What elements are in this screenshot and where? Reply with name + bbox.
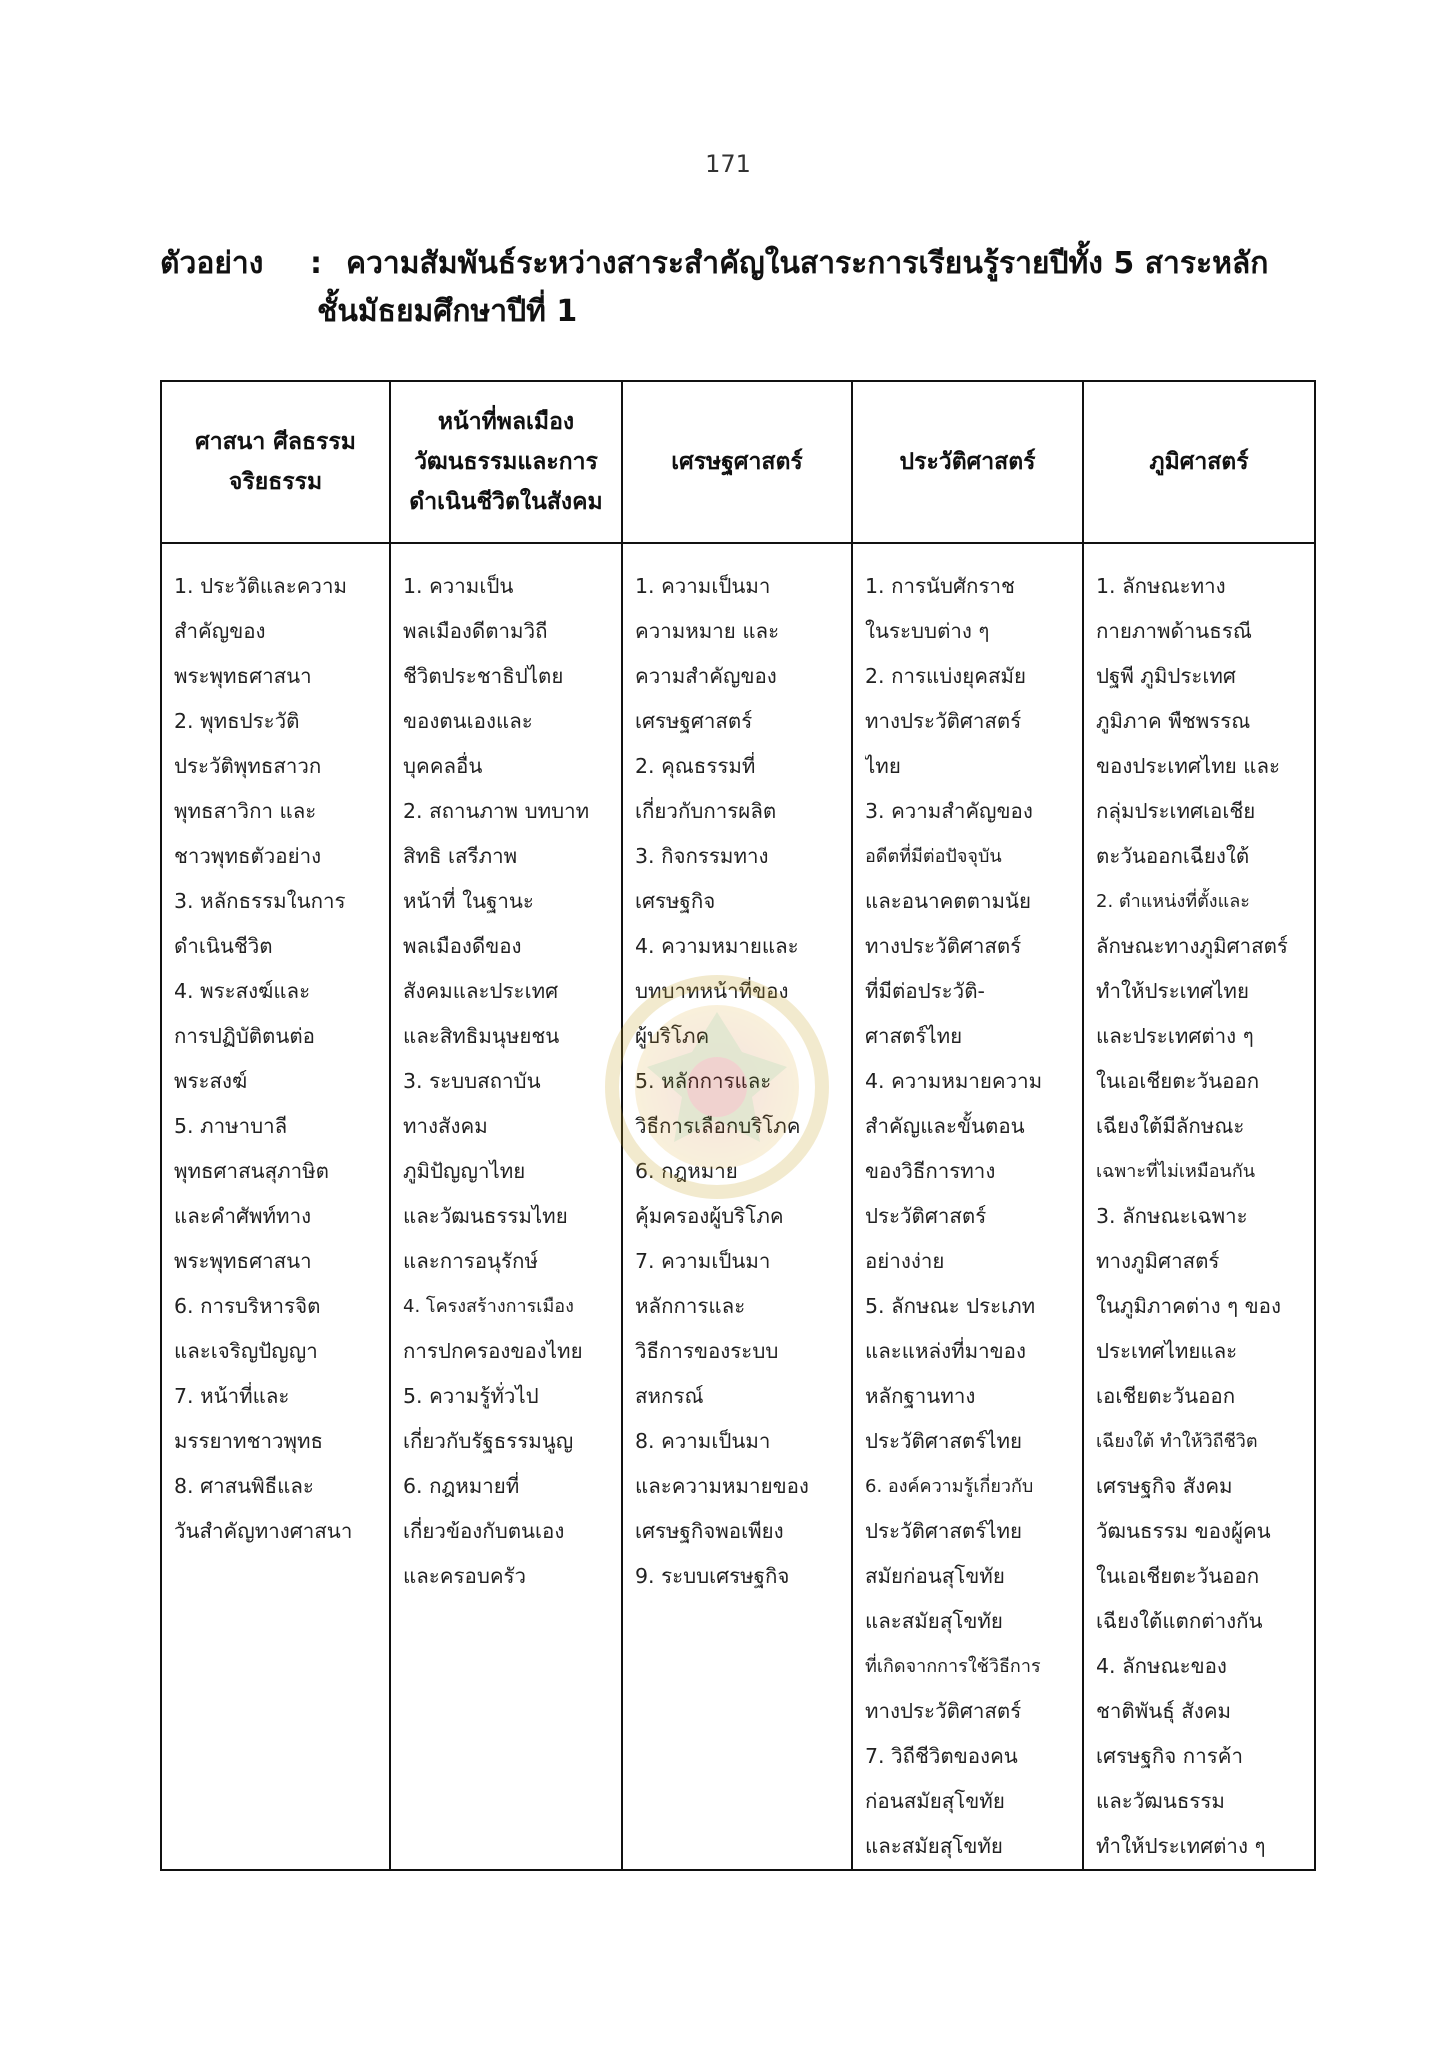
cell-line: ประเทศไทยและ	[1096, 1339, 1238, 1363]
cell-line: 7. ความเป็นมา	[635, 1249, 771, 1273]
cell-line: หลักฐานทาง	[865, 1384, 976, 1408]
cell-line: และสิทธิมนุษยชน	[403, 1024, 560, 1048]
cell-line: สมัยก่อนสุโขทัย	[865, 1564, 1005, 1588]
header-economics	[622, 381, 852, 543]
cell-line: เฉียงใต้ ทำให้วิถีชีวิต	[1096, 1431, 1258, 1452]
cell-line: พุทธสาวิกา และ	[174, 799, 317, 823]
cell-line: เฉียงใต้แตกต่างกัน	[1096, 1609, 1263, 1633]
cell-line: ทางภูมิศาสตร์	[1096, 1249, 1220, 1273]
cell-line: 1. การนับศักราช	[865, 574, 1015, 598]
cell-line: ลักษณะทางภูมิศาสตร์	[1096, 934, 1288, 958]
cell-line: 1. ความเป็นมา	[635, 574, 771, 598]
cell-line: และวัฒนธรรมไทย	[403, 1204, 568, 1228]
header-religion	[161, 381, 390, 543]
header-history	[852, 381, 1083, 543]
cell-line: ทางสังคม	[403, 1114, 488, 1138]
cell-history	[852, 543, 1083, 1870]
cell-line: สหกรณ์	[635, 1384, 704, 1408]
cell-line: 1. ประวัติและความ	[174, 574, 347, 598]
cell-line: สิทธิ เสรีภาพ	[403, 844, 518, 868]
heading-line-1	[160, 240, 1340, 288]
cell-line: 9. ระบบเศรษฐกิจ	[635, 1564, 790, 1588]
header-line: ประวัติศาสตร์	[899, 449, 1036, 475]
cell-line: ดำเนินชีวิต	[174, 934, 273, 958]
header-civics	[390, 381, 622, 543]
cell-line: สำคัญของ	[174, 619, 266, 643]
cell-line: ในระบบต่าง ๆ	[865, 619, 990, 643]
cell-line: การปกครองของไทย	[403, 1339, 583, 1363]
header-geography	[1083, 381, 1315, 543]
header-line: จริยธรรม	[228, 469, 323, 495]
cell-line: 8. ศาสนพิธีและ	[174, 1474, 314, 1498]
cell-civics	[390, 543, 622, 1870]
cell-line: ในเอเชียตะวันออก	[1096, 1564, 1260, 1588]
cell-line: วิธีการของระบบ	[635, 1339, 779, 1363]
cell-line: 3. ความสำคัญของ	[865, 799, 1033, 823]
cell-line: ของวิธีการทาง	[865, 1159, 996, 1183]
cell-line: ทางประวัติศาสตร์	[865, 1699, 1022, 1723]
cell-line: ภูมิปัญญาไทย	[403, 1159, 526, 1183]
cell-line: และการอนุรักษ์	[403, 1249, 538, 1273]
cell-line: 4. พระสงฆ์และ	[174, 979, 311, 1003]
cell-line: 5. หลักการและ	[635, 1069, 772, 1093]
cell-line: ภูมิภาค พืชพรรณ	[1096, 709, 1251, 733]
cell-line: พระพุทธศาสนา	[174, 1249, 312, 1273]
cell-line: ทำให้ประเทศต่าง ๆ	[1096, 1834, 1266, 1858]
cell-line: ปฐพี ภูมิประเทศ	[1096, 664, 1236, 688]
cell-line: พลเมืองดีของ	[403, 934, 522, 958]
cell-line: อดีตที่มีต่อปัจจุบัน	[865, 846, 1002, 867]
cell-line: และวัฒนธรรม	[1096, 1789, 1225, 1813]
cell-line: ผู้บริโภค	[635, 1024, 710, 1048]
header-line: วัฒนธรรมและการ	[414, 449, 598, 475]
cell-line: 1. ลักษณะทาง	[1096, 574, 1226, 598]
cell-line: 4. โครงสร้างการเมือง	[403, 1296, 574, 1317]
cell-line: ประวัติศาสตร์	[865, 1204, 987, 1228]
cell-line: เกี่ยวกับการผลิต	[635, 799, 777, 823]
cell-line: 3. กิจกรรมทาง	[635, 844, 769, 868]
cell-line: และประเทศต่าง ๆ	[1096, 1024, 1254, 1048]
heading-title: ความสัมพันธ์ระหว่างสาระสำคัญในสาระการเรียนรู้รายปีทั้ง 5 สาระหลัก	[346, 246, 1269, 281]
cell-economics	[622, 543, 852, 1870]
cell-line: 2. การแบ่งยุคสมัย	[865, 664, 1027, 688]
cell-line: อย่างง่าย	[865, 1249, 945, 1273]
cell-line: ความสำคัญของ	[635, 664, 777, 688]
cell-line: ทางประวัติศาสตร์	[865, 709, 1022, 733]
cell-line: ก่อนสมัยสุโขทัย	[865, 1789, 1005, 1813]
cell-line: ชาวพุทธตัวอย่าง	[174, 844, 322, 868]
cell-line: บุคคลอื่น	[403, 754, 483, 778]
cell-line: และสมัยสุโขทัย	[865, 1834, 1003, 1858]
cell-line: 6. กฎหมายที่	[403, 1474, 520, 1498]
cell-line: ของประเทศไทย และ	[1096, 754, 1281, 778]
cell-line: 2. พุทธประวัติ	[174, 709, 300, 733]
cell-line: 5. ความรู้ทั่วไป	[403, 1384, 539, 1408]
cell-line: เศรษฐกิจ	[635, 889, 716, 913]
cell-line: 6. การบริหารจิต	[174, 1294, 321, 1318]
cell-line: ชาติพันธุ์ สังคม	[1096, 1699, 1232, 1723]
cell-line: และสมัยสุโขทัย	[865, 1609, 1003, 1633]
cell-line: สำคัญและขั้นตอน	[865, 1114, 1025, 1138]
header-line: ศาสนา ศีลธรรม	[195, 429, 356, 455]
cell-line: ของตนเองและ	[403, 709, 533, 733]
cell-line: เศรษฐกิจ การค้า	[1096, 1744, 1243, 1768]
cell-line: 3. หลักธรรมในการ	[174, 889, 346, 913]
cell-line: 6. กฎหมาย	[635, 1159, 738, 1183]
cell-line: 8. ความเป็นมา	[635, 1429, 771, 1453]
cell-line: และคำศัพท์ทาง	[174, 1204, 312, 1228]
cell-line: การปฏิบัติตนต่อ	[174, 1024, 315, 1048]
heading-label: ตัวอย่าง	[160, 246, 264, 281]
cell-line: หน้าที่ ในฐานะ	[403, 889, 534, 913]
cell-line: และแหล่งที่มาของ	[865, 1339, 1026, 1363]
cell-line: และครอบครัว	[403, 1564, 527, 1588]
cell-line: เฉพาะที่ไม่เหมือนกัน	[1096, 1161, 1256, 1182]
header-line: ภูมิศาสตร์	[1149, 449, 1249, 475]
cell-line: เศรษฐกิจพอเพียง	[635, 1519, 784, 1543]
cell-line: เศรษฐศาสตร์	[635, 709, 753, 733]
cell-line: 5. ลักษณะ ประเภท	[865, 1294, 1036, 1318]
header-line: เศรษฐศาสตร์	[671, 449, 803, 475]
page-number: 171	[705, 150, 751, 178]
cell-line: 3. ระบบสถาบัน	[403, 1069, 541, 1093]
cell-line: พลเมืองดีตามวิถี	[403, 619, 548, 643]
cell-line: 4. ลักษณะของ	[1096, 1654, 1227, 1678]
cell-line: มรรยาทชาวพุทธ	[174, 1429, 324, 1453]
heading-line-2: ชั้นมัธยมศึกษาปีที่ 1	[317, 294, 578, 329]
cell-line: 7. วิถีชีวิตของคน	[865, 1744, 1018, 1768]
cell-line: เอเชียตะวันออก	[1096, 1384, 1236, 1408]
cell-line: วัฒนธรรม ของผู้คน	[1096, 1519, 1271, 1543]
cell-line: 3. ลักษณะเฉพาะ	[1096, 1204, 1248, 1228]
cell-line: กายภาพด้านธรณี	[1096, 619, 1252, 643]
cell-line: ความหมาย และ	[635, 619, 780, 643]
cell-line: คุ้มครองผู้บริโภค	[635, 1204, 784, 1228]
cell-line: ประวัติศาสตร์ไทย	[865, 1429, 1023, 1453]
cell-line: ในภูมิภาคต่าง ๆ ของ	[1096, 1294, 1282, 1318]
cell-geography	[1083, 543, 1315, 1870]
cell-line: วิธีการเลือกบริโภค	[635, 1114, 801, 1138]
cell-line: 6. องค์ความรู้เกี่ยวกับ	[865, 1476, 1034, 1497]
cell-line: ตะวันออกเฉียงใต้	[1096, 844, 1250, 868]
document-heading	[160, 240, 1340, 336]
cell-line: 7. หน้าที่และ	[174, 1384, 290, 1408]
cell-line: และอนาคตตามนัย	[865, 889, 1032, 913]
cell-line: 1. ความเป็น	[403, 574, 514, 598]
cell-line: เศรษฐกิจ สังคม	[1096, 1474, 1233, 1498]
cell-line: ประวัติพุทธสาวก	[174, 754, 322, 778]
cell-line: ทำให้ประเทศไทย	[1096, 979, 1249, 1003]
cell-line: 5. ภาษาบาลี	[174, 1114, 288, 1138]
cell-line: พุทธศาสนสุภาษิต	[174, 1159, 329, 1183]
cell-line: ในเอเชียตะวันออก	[1096, 1069, 1260, 1093]
cell-line: ทางประวัติศาสตร์	[865, 934, 1022, 958]
cell-line: 2. คุณธรรมที่	[635, 754, 756, 778]
cell-line: ที่มีต่อประวัติ-	[865, 979, 985, 1003]
cell-line: 4. ความหมายความ	[865, 1069, 1043, 1093]
cell-line: และความหมายของ	[635, 1474, 809, 1498]
curriculum-table	[160, 380, 1316, 1871]
cell-line: เฉียงใต้มีลักษณะ	[1096, 1114, 1245, 1138]
cell-line: ศาสตร์ไทย	[865, 1024, 963, 1048]
cell-line: ที่เกิดจากการใช้วิธีการ	[865, 1656, 1041, 1677]
cell-line: เกี่ยวข้องกับตนเอง	[403, 1519, 565, 1543]
cell-line: กลุ่มประเทศเอเชีย	[1096, 799, 1256, 823]
table-body-row	[161, 543, 1315, 1870]
cell-line: ชีวิตประชาธิปไตย	[403, 664, 564, 688]
cell-line: หลักการและ	[635, 1294, 746, 1318]
cell-line: 2. สถานภาพ บทบาท	[403, 799, 590, 823]
cell-line: บทบาทหน้าที่ของ	[635, 979, 789, 1003]
header-line: ดำเนินชีวิตในสังคม	[409, 489, 603, 515]
cell-line: 4. ความหมายและ	[635, 934, 799, 958]
cell-line: พระสงฆ์	[174, 1069, 248, 1093]
table-header-row	[161, 381, 1315, 543]
cell-line: ไทย	[865, 754, 901, 778]
cell-line: เกี่ยวกับรัฐธรรมนูญ	[403, 1429, 574, 1453]
cell-line: สังคมและประเทศ	[403, 979, 559, 1003]
cell-line: พระพุทธศาสนา	[174, 664, 312, 688]
cell-line: ประวัติศาสตร์ไทย	[865, 1519, 1023, 1543]
cell-line: วันสำคัญทางศาสนา	[174, 1519, 353, 1543]
cell-line: 2. ตำแหน่งที่ตั้งและ	[1096, 891, 1250, 912]
header-line: หน้าที่พลเมือง	[437, 409, 575, 435]
heading-separator: :	[310, 246, 322, 281]
cell-religion	[161, 543, 390, 1870]
cell-line: และเจริญปัญญา	[174, 1339, 318, 1363]
